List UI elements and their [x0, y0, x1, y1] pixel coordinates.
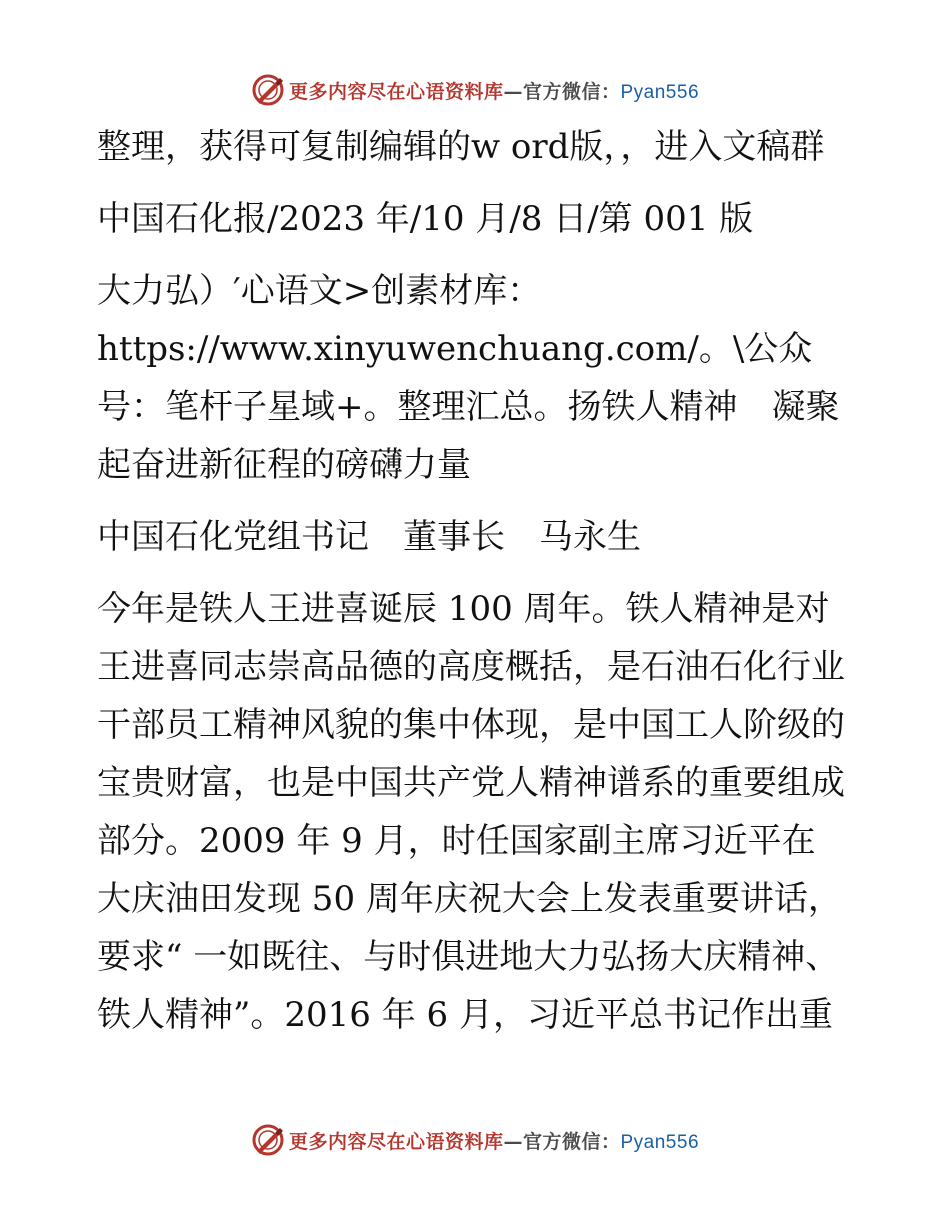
pen-in-circle-logo-icon	[251, 73, 285, 107]
watermark-title: 更多内容尽在心语资料库	[288, 1130, 504, 1153]
title-paragraph: 大力弘）′心语文>创素材库：https://www.xinyuwenchuang.com/。\公众号：笔杆子星域+。整理汇总。扬铁人精神 凝聚起奋进新征程的磅礴力量	[97, 271, 840, 485]
document-body	[97, 118, 849, 1044]
watermark-wechat-label: —官方微信：	[503, 80, 621, 103]
watermark-title: 更多内容尽在心语资料库	[288, 80, 504, 103]
intro-line: 整理，获得可复制编辑的w ord版，，进入文稿群	[97, 127, 825, 167]
pen-in-circle-logo-icon	[251, 1123, 285, 1157]
header-watermark	[0, 70, 950, 110]
author-line: 中国石化党组书记 董事长 马永生	[97, 517, 641, 557]
footer-watermark	[0, 1120, 950, 1160]
watermark-wechat-label: —官方微信：	[503, 1130, 621, 1153]
watermark-text	[289, 1127, 699, 1154]
watermark-text	[289, 77, 699, 104]
source-line: 中国石化报/2023 年/10 月/8 日/第 001 版	[97, 199, 754, 239]
body-paragraph: 今年是铁人王进喜诞辰 100 周年。铁人精神是对王进喜同志崇高品德的高度概括，是石油石化行业干部员工精神风貌的集中体现，是中国工人阶级的宝贵财富，也是中国共产党人精神谱系的重要组成部分。2009 年 9 月，时任国家副主席习近平在大庆油田发现 50 周年庆祝大会上发表重要讲话，要求“ 一如既往、与时俱进地大力弘扬大庆精神、铁人精神”。2016 年 6 月，习近平总书记作出重	[97, 589, 845, 1035]
watermark-wechat-id: Pyan556	[620, 1131, 700, 1153]
watermark-wechat-id: Pyan556	[620, 81, 700, 103]
